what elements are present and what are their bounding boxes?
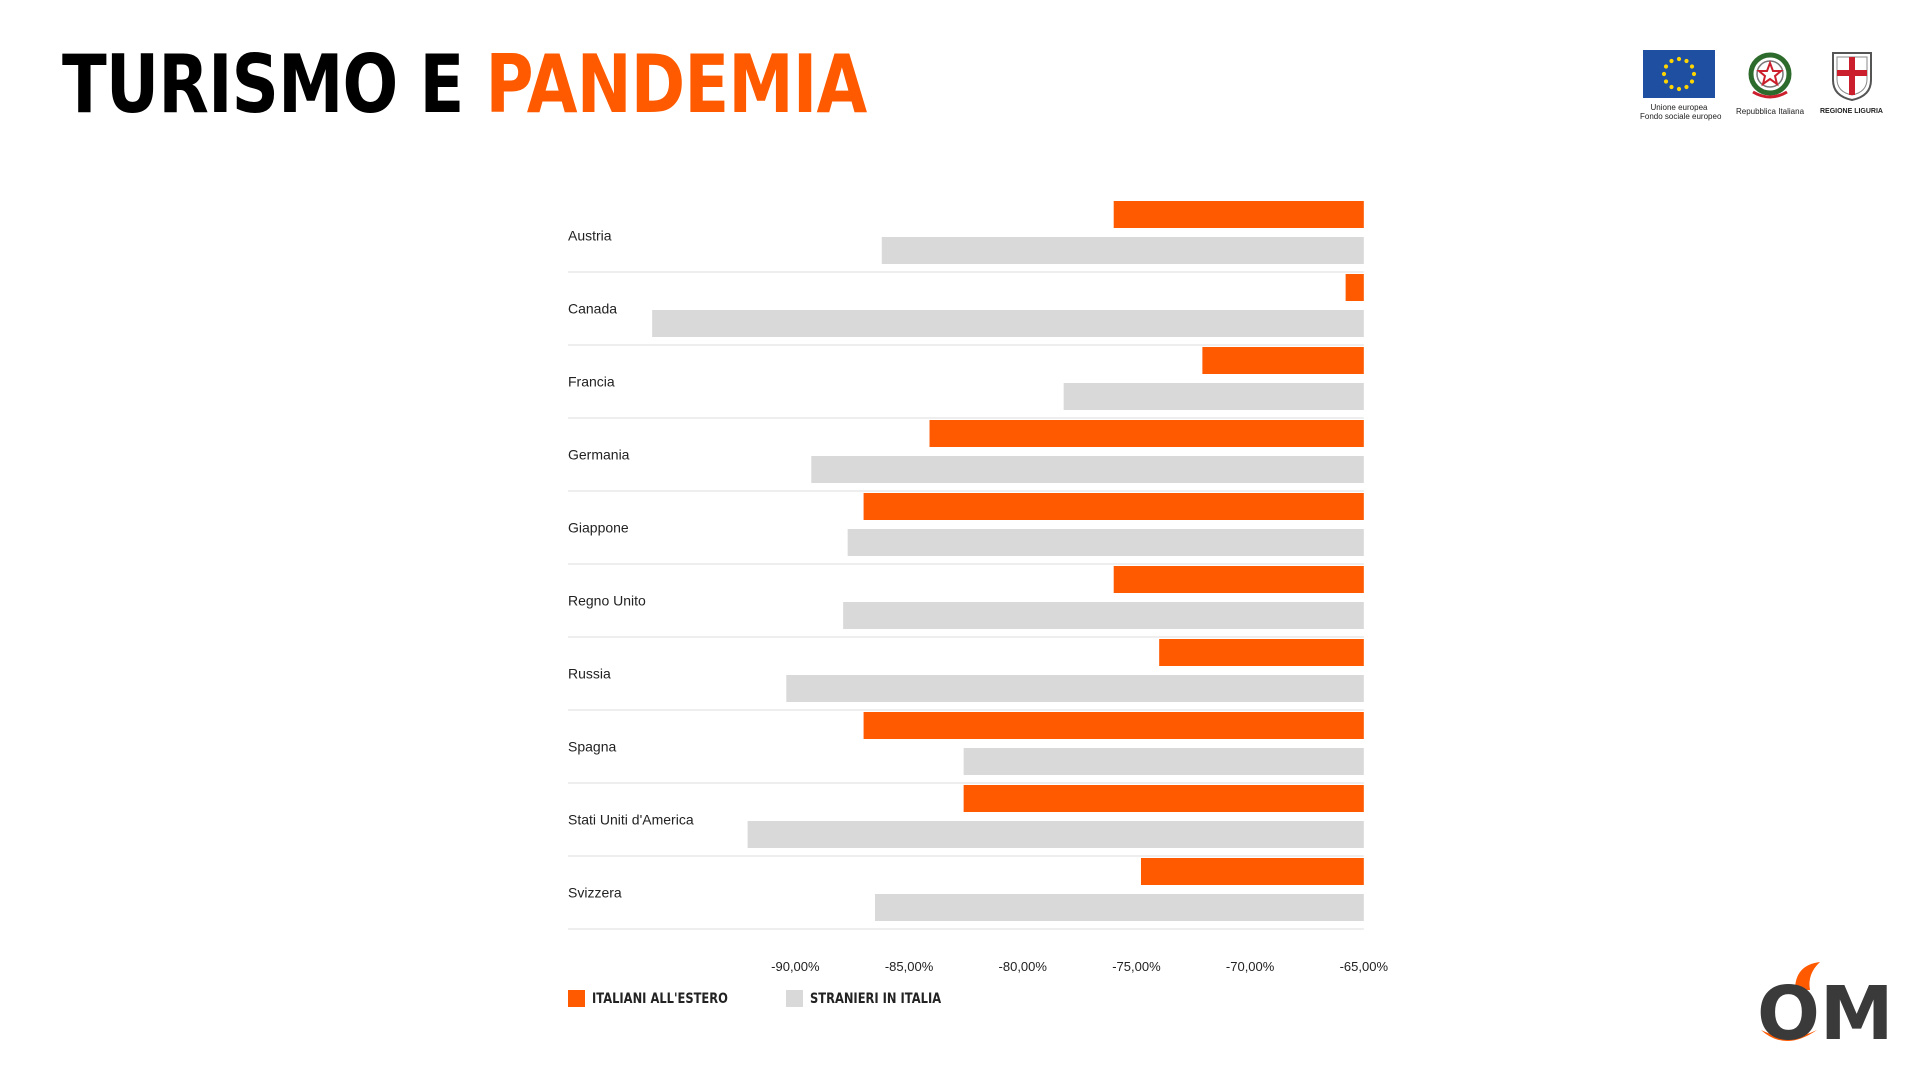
category-label-stati-uniti-d-america: Stati Uniti d'America	[568, 811, 694, 828]
x-tick-label: -70,00%	[1225, 959, 1275, 974]
bar-stranieri-in-italia-francia	[1064, 383, 1364, 410]
bar-stranieri-in-italia-russia	[786, 675, 1364, 702]
legend-label-stranieri: STRANIERI IN ITALIA	[810, 990, 942, 1007]
bar-italiani-all-estero-francia	[1202, 347, 1363, 374]
x-tick-label: -75,00%	[1112, 959, 1161, 974]
title-part-black: TURISMO E	[62, 38, 464, 131]
legend-swatch-italiani	[568, 990, 585, 1007]
bar-stranieri-in-italia-giappone	[848, 529, 1364, 556]
legend-item-stranieri	[786, 990, 970, 1007]
bar-stranieri-in-italia-canada	[652, 310, 1364, 337]
title-part-orange: PANDEMIA	[485, 38, 867, 131]
eu-caption-line2: Fondo sociale europeo	[1640, 112, 1722, 121]
x-tick-label: -90,00%	[771, 959, 820, 974]
category-label-svizzera: Svizzera	[568, 884, 622, 901]
svg-text:OM: OM	[1757, 971, 1894, 1050]
bar-italiani-all-estero-svizzera	[1141, 858, 1364, 885]
legend-swatch-stranieri	[786, 990, 803, 1007]
bar-italiani-all-estero-spagna	[864, 712, 1364, 739]
bar-italiani-all-estero-stati-uniti-d-america	[964, 785, 1364, 812]
category-label-germania: Germania	[568, 446, 630, 463]
bar-stranieri-in-italia-germania	[811, 456, 1364, 483]
italy-caption: Repubblica Italiana	[1735, 107, 1805, 116]
legend-label-italiani: ITALIANI ALL'ESTERO	[592, 990, 728, 1007]
bar-stranieri-in-italia-spagna	[964, 748, 1364, 775]
liguria-caption: REGIONE LIGURIA	[1819, 108, 1883, 115]
bar-italiani-all-estero-germania	[930, 420, 1364, 447]
x-tick-label: -80,00%	[998, 959, 1047, 974]
category-label-spagna: Spagna	[568, 738, 617, 755]
category-label-austria: Austria	[568, 227, 612, 244]
bar-italiani-all-estero-austria	[1114, 201, 1364, 228]
bar-stranieri-in-italia-austria	[882, 237, 1364, 264]
x-tick-label: -65,00%	[1339, 959, 1389, 974]
bar-italiani-all-estero-russia	[1159, 639, 1364, 666]
category-label-canada: Canada	[568, 300, 618, 317]
bar-stranieri-in-italia-regno-unito	[843, 602, 1364, 629]
category-label-regno-unito: Regno Unito	[568, 592, 646, 609]
bar-stranieri-in-italia-stati-uniti-d-america	[748, 821, 1364, 848]
bar-italiani-all-estero-canada	[1346, 274, 1364, 301]
bar-stranieri-in-italia-svizzera	[875, 894, 1364, 921]
om-logo-icon	[1755, 960, 1895, 1050]
bar-italiani-all-estero-regno-unito	[1114, 566, 1364, 593]
category-label-giappone: Giappone	[568, 519, 629, 536]
x-tick-label: -85,00%	[884, 959, 934, 974]
category-label-francia: Francia	[568, 373, 615, 390]
eu-caption-line1: Unione europea	[1650, 103, 1708, 112]
category-label-russia: Russia	[568, 665, 611, 682]
bar-italiani-all-estero-giappone	[864, 493, 1364, 520]
legend-item-italiani	[568, 990, 758, 1007]
